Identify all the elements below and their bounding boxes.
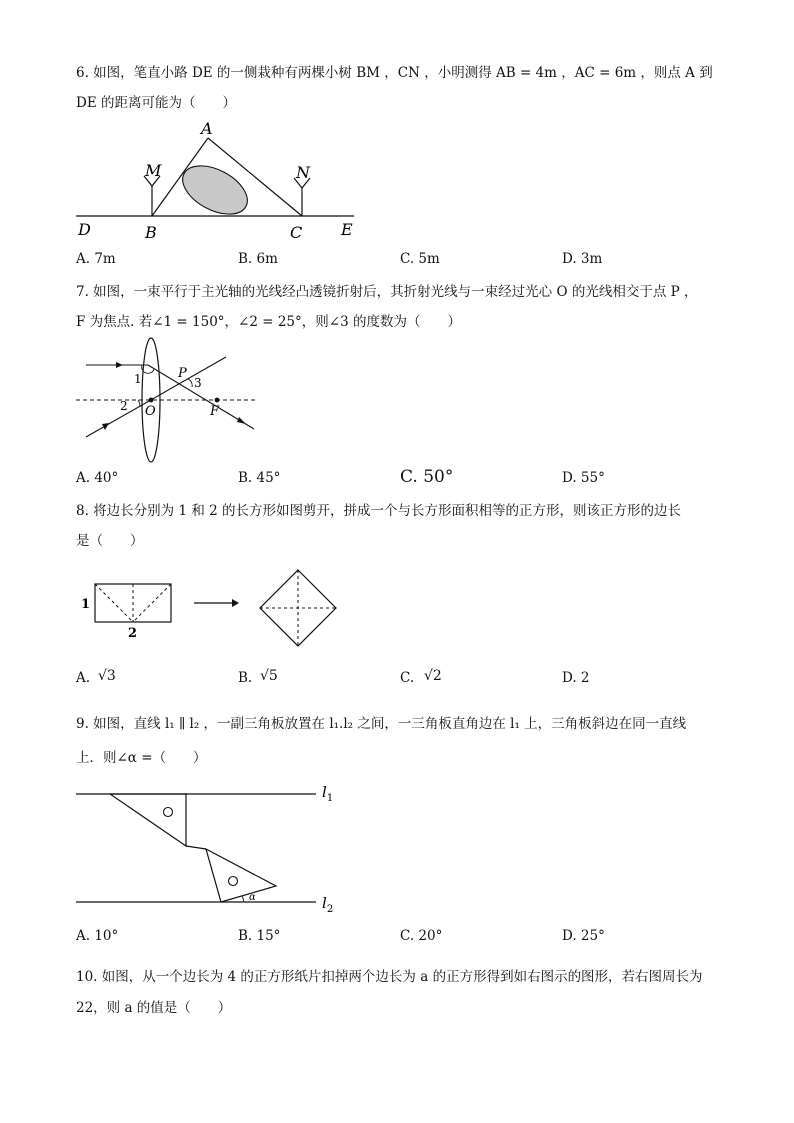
cut-line-right — [133, 584, 171, 622]
q9-stem-line1: 9. 如图，直线 l₁ ∥ l₂ ，一副三角板放置在 l₁.l₂ 之间，一三角板直角边在 l₁ 上，三角板斜边在同一直线 — [76, 716, 687, 732]
q7-option-a[interactable]: A. 40° — [76, 470, 119, 486]
q6-option-a[interactable]: A. 7m — [76, 251, 116, 267]
label-E: E — [341, 220, 353, 239]
label-B: B — [145, 223, 157, 242]
cut-line-left — [95, 584, 133, 622]
q6-stem-line1: 6. 如图，笔直小路 DE 的一侧栽种有两棵小树 BM ，CN ，小明测得 AB = 4m ，AC = 6m ，则点 A 到 — [76, 65, 713, 81]
q9-stem-line2: 上．则∠α =（ ） — [76, 750, 207, 766]
label-angle-3: 3 — [194, 376, 202, 390]
upper-triangle-ruler — [110, 794, 186, 846]
label-O: O — [145, 404, 156, 419]
parallel-ray-arrow — [116, 362, 123, 368]
q6-option-d[interactable]: D. 3m — [562, 251, 603, 267]
angle-alpha-arc — [242, 896, 244, 902]
q9-option-d[interactable]: D. 25° — [562, 928, 605, 944]
shared-hypotenuse-segment — [186, 846, 206, 849]
label-l2: $l_2$ — [322, 894, 334, 915]
q6-option-b[interactable]: B. 6m — [238, 251, 278, 267]
q7-option-d[interactable]: D. 55° — [562, 470, 605, 486]
label-side-1: 1 — [81, 597, 91, 612]
q8-figure — [76, 568, 346, 648]
label-C: C — [290, 223, 303, 242]
q7-option-b[interactable]: B. 45° — [238, 470, 281, 486]
upper-triangle-hole — [164, 808, 173, 817]
q6-figure — [76, 120, 366, 245]
label-angle-2: 2 — [120, 399, 128, 413]
q6-stem-line2: DE 的距离可能为（ ） — [76, 95, 236, 111]
label-N: N — [296, 163, 310, 182]
point-F — [215, 398, 220, 403]
pond-shape — [175, 156, 256, 224]
refracted-ray-arrow — [237, 417, 246, 424]
q8-option-a-value: √3 — [98, 668, 116, 684]
angle-3-arc — [188, 379, 192, 387]
q10-stem-line2: 22，则 a 的值是（ ） — [76, 1000, 232, 1016]
q9-option-b[interactable]: B. 15° — [238, 928, 281, 944]
q7-stem-line2: F 为焦点. 若∠1 = 150°，∠2 = 25°，则∠3 的度数为（ ） — [76, 314, 461, 330]
q7-figure — [76, 335, 266, 465]
lower-triangle-ruler — [206, 849, 276, 902]
q8-stem-line1: 8. 将边长分别为 1 和 2 的长方形如图剪开，拼成一个与长方形面积相等的正方形，则该正方形的边长 — [76, 503, 682, 519]
angle-2-arc — [138, 400, 140, 407]
lower-triangle-hole — [229, 877, 238, 886]
label-F: F — [210, 404, 220, 419]
q9-option-c[interactable]: C. 20° — [400, 928, 443, 944]
transform-arrow-head — [232, 599, 239, 607]
q8-option-d[interactable]: D. 2 — [562, 670, 590, 686]
label-P: P — [178, 366, 187, 381]
q7-option-c[interactable]: C. 50° — [400, 467, 454, 487]
label-side-2: 2 — [128, 626, 138, 641]
q8-option-b-value: √5 — [260, 668, 278, 684]
label-M: M — [145, 161, 162, 180]
q8-option-c-value: √2 — [424, 668, 442, 684]
q10-stem-line1: 10. 如图，从一个边长为 4 的正方形纸片扣掉两个边长为 a 的正方形得到如右图示的图形，若右图周长为 — [76, 969, 703, 985]
q7-stem-line1: 7. 如图，一束平行于主光轴的光线经凸透镜折射后，其折射光线与一束经过光心 O 的光线相交于点 P ， — [76, 284, 698, 300]
q8-option-a-label[interactable]: A. — [76, 670, 91, 686]
q8-stem-line2: 是（ ） — [76, 533, 144, 549]
q6-option-c[interactable]: C. 5m — [400, 251, 440, 267]
q9-option-a[interactable]: A. 10° — [76, 928, 119, 944]
center-ray-arrow — [102, 423, 109, 430]
q9-figure — [76, 778, 346, 918]
point-O — [149, 398, 154, 403]
label-A: A — [201, 119, 213, 138]
label-l1: $l_1$ — [322, 783, 334, 804]
label-D: D — [78, 220, 91, 239]
label-alpha: α — [249, 892, 256, 903]
label-angle-1: 1 — [134, 372, 142, 386]
q8-option-c-label[interactable]: C. — [400, 670, 415, 686]
q8-option-b-label[interactable]: B. — [238, 670, 253, 686]
